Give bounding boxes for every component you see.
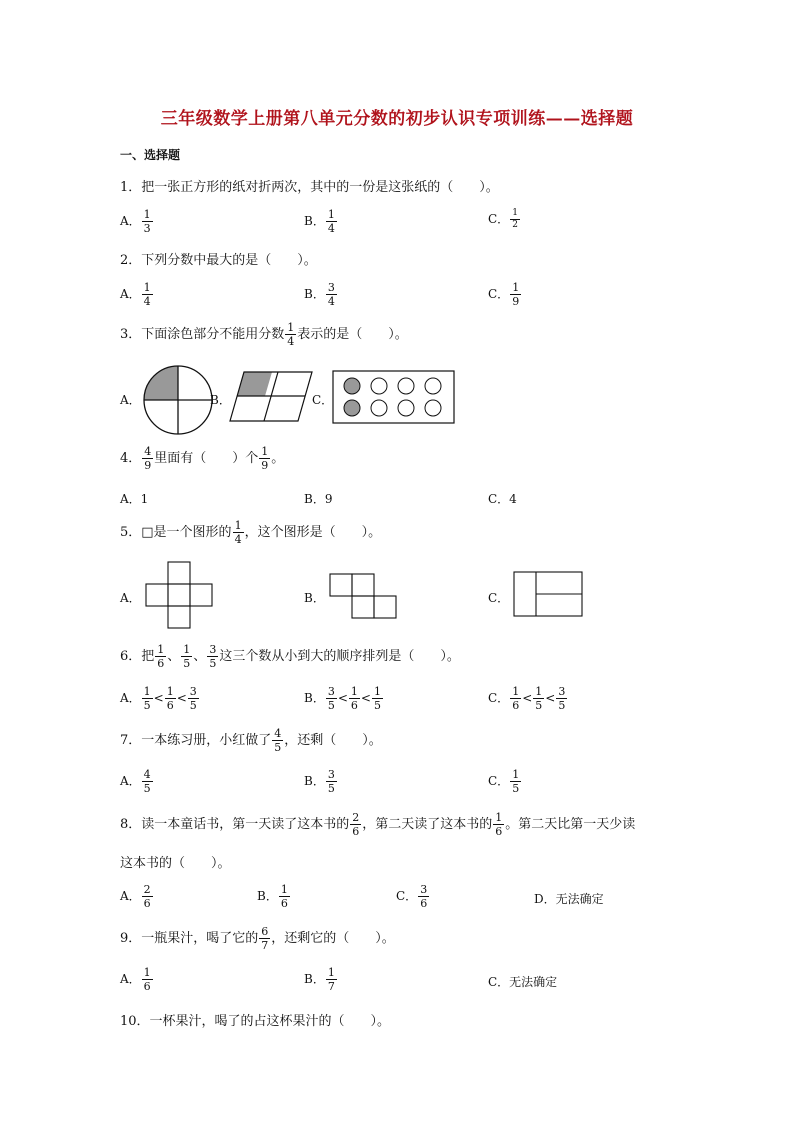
- question-9: 9．一瓶果汁，喝了它的 $\frac{6}{7}$ ，还剩它的（ ）。: [120, 925, 395, 952]
- fraction: $\frac{1}{6}$: [157, 643, 165, 670]
- q5-option-a-label: A．: [120, 591, 141, 605]
- q6-option-c: C． $\frac{1}{6}$ < $\frac{1}{5}$ < $\frac{3}{5}$: [488, 685, 566, 712]
- q4-option-c: C．4: [488, 492, 517, 506]
- q8-option-b: B． $\frac{1}{6}$: [257, 883, 288, 910]
- question-7: 7．一本练习册，小红做了 $\frac{4}{5}$ ，还剩（ ）。: [120, 727, 382, 754]
- q9-option-c: C．无法确定: [488, 975, 558, 989]
- q1-option-b: B． $\frac{1}{4}$: [304, 208, 335, 235]
- question-10: 10．一杯果汁，喝了的占这杯果汁的（ ）。: [120, 1014, 391, 1029]
- section-heading: 一、选择题: [120, 148, 181, 162]
- fraction: $\frac{2}{6}$: [352, 811, 360, 838]
- question-1: 1．把一张正方形的纸对折两次，其中的一份是这张纸的（ ）。: [120, 180, 499, 195]
- q4-option-a: A．1: [120, 492, 149, 506]
- fraction: $\frac{1}{4}$: [327, 208, 335, 235]
- fraction: $\frac{6}{7}$: [261, 925, 269, 952]
- fraction: $\frac{1}{3}$: [143, 208, 151, 235]
- q3-option-c-label: C．: [312, 393, 334, 407]
- fraction: $\frac{3}{5}$: [209, 643, 217, 670]
- rectangle-grid-figure: [513, 571, 585, 619]
- q4-option-b: B．9: [304, 492, 333, 506]
- fraction: $\frac{1}{2}$: [512, 208, 518, 230]
- circle-quarter-shaded-figure: [142, 364, 214, 436]
- q5-option-b-label: B．: [304, 591, 325, 605]
- q2-option-a: A． $\frac{1}{4}$: [120, 281, 151, 308]
- question-8-line-2: 这本书的（ ）。: [120, 856, 231, 871]
- fraction: $\frac{1}{5}$: [183, 643, 191, 670]
- q6-option-a: A． $\frac{1}{5}$ < $\frac{1}{6}$ < $\frac{3}{5}$: [120, 685, 197, 712]
- q1-option-c: C． $\frac{1}{2}$: [488, 208, 518, 230]
- fraction: $\frac{1}{4}$: [143, 281, 151, 308]
- fraction: $\frac{1}{6}$: [495, 811, 503, 838]
- fraction: $\frac{4}{9}$: [144, 445, 152, 472]
- question-4: 4． $\frac{4}{9}$ 里面有（ ）个 $\frac{1}{9}$ 。: [120, 445, 285, 472]
- fraction: $\frac{1}{9}$: [512, 281, 520, 308]
- q6-option-b: B． $\frac{3}{5}$ < $\frac{1}{6}$ < $\frac{1}{5}$: [304, 685, 381, 712]
- q7-option-a: A． $\frac{4}{5}$: [120, 768, 151, 795]
- q2-option-c: C． $\frac{1}{9}$: [488, 281, 520, 308]
- parallelogram-shaded-figure: [230, 372, 312, 422]
- fraction: $\frac{1}{4}$: [287, 321, 295, 348]
- q8-option-a: A． $\frac{2}{6}$: [120, 883, 151, 910]
- question-3: 3．下面涂色部分不能用分数 $\frac{1}{4}$ 表示的是（ ）。: [120, 321, 408, 348]
- q2-option-b: B． $\frac{3}{4}$: [304, 281, 335, 308]
- circles-grid-figure: [332, 370, 456, 425]
- fraction: $\frac{4}{5}$: [274, 727, 282, 754]
- fraction: $\frac{3}{4}$: [327, 281, 335, 308]
- q9-option-a: A． $\frac{1}{6}$: [120, 966, 151, 993]
- q3-option-a-label: A．: [120, 393, 141, 407]
- q1-option-a: A． $\frac{1}{3}$: [120, 208, 151, 235]
- q5-option-c-label: C．: [488, 591, 510, 605]
- q3-option-b-label: B．: [210, 393, 231, 407]
- step-shape-figure: [329, 573, 401, 621]
- q8-option-d: D．无法确定: [534, 892, 604, 906]
- page-title: 三年级数学上册第八单元分数的初步认识专项训练——选择题: [160, 109, 634, 129]
- question-5: 5．□是一个图形的 $\frac{1}{4}$ ，这个图形是（ ）。: [120, 519, 382, 546]
- q7-option-c: C． $\frac{1}{5}$: [488, 768, 520, 795]
- q9-option-b: B． $\frac{1}{7}$: [304, 966, 335, 993]
- q8-option-c: C． $\frac{3}{6}$: [396, 883, 428, 910]
- question-2: 2．下列分数中最大的是（ ）。: [120, 253, 317, 268]
- q7-option-b: B． $\frac{3}{5}$: [304, 768, 335, 795]
- question-6: 6．把 $\frac{1}{6}$ 、 $\frac{1}{5}$ 、 $\frac{3}{5}$ 这三个数从小到大的顺序排列是（ ）。: [120, 643, 460, 670]
- cross-shape-figure: [145, 561, 215, 631]
- fraction: $\frac{1}{4}$: [234, 519, 242, 546]
- question-8: 8．读一本童话书，第一天读了这本书的 $\frac{2}{6}$ ，第二天读了这本书的 $\frac{1}{6}$ 。第二天比第一天少读: [120, 811, 636, 838]
- fraction: $\frac{1}{9}$: [261, 445, 269, 472]
